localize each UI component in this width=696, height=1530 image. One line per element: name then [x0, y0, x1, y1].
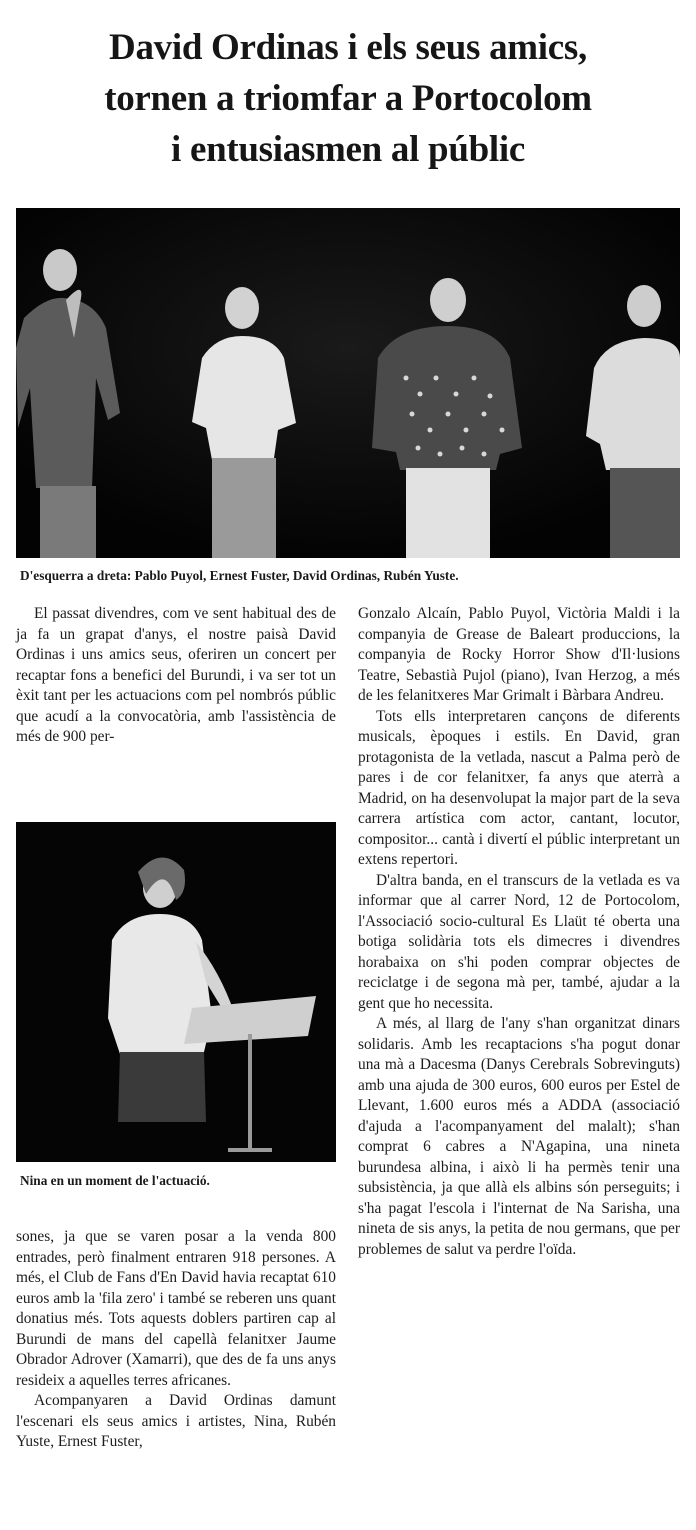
paragraph: sones, ja que se varen posar a la venda 800 entrades, però finalment entraren 918 persones. A més, el Club de Fans d'En David havia recaptat 610 euros amb la 'fila zero' i també se reberen uns quant donatius més. Tots aquests doblers partiren cap al Burundi de mans del capellà felanitxer Jaume Obrador Adrover (Xamarri), que des de fa uns anys resideix a aquelles terres africanes. [16, 1228, 336, 1389]
paragraph: Tots ells interpretaren cançons de diferents musicals, èpoques i estils. En David, gran protagonista de la vetlada, nascut a Palma però de pares i de cor felanitxer, fa anys que aterrà a Madrid, on ha desenvolupat la major part de la seva carrera artística com actor, cantant, locutor, compositor... cantà i divertí el públic interpretant un extens repertori. [358, 707, 680, 868]
paragraph: El passat divendres, com ve sent habitual des de ja fa un grapat d'anys, el nostre paisà David Ordinas i uns amics seus, oferiren un concert per recaptar fons a benefici del Burundi, i va ser tot un èxit tant per les actuacions com pel nombrós públic que acudí a la convocatòria, amb l'assistència de més de 900 per- [16, 605, 336, 745]
column-left-bottom [16, 1227, 336, 1453]
column-right [358, 604, 680, 1260]
headline-line-1: David Ordinas i els seus amics, [109, 27, 587, 68]
photo-side-nina [16, 822, 336, 1162]
photo-side-caption: Nina en un moment de l'actuació. [20, 1173, 210, 1188]
column-left-top [16, 604, 336, 748]
headline-line-2: tornen a triomfar a Portocolom [104, 78, 592, 119]
photo-top-caption: D'esquerra a dreta: Pablo Puyol, Ernest Fuster, David Ordinas, Rubén Yuste. [20, 568, 459, 583]
photo-top-performers [16, 208, 680, 558]
paragraph: Acompanyaren a David Ordinas damunt l'escenari els seus amics i artistes, Nina, Rubén Yuste, Ernest Fuster, [16, 1392, 336, 1450]
headline [0, 22, 696, 175]
paragraph: D'altra banda, en el transcurs de la vetlada es va informar que al carrer Nord, 12 de Portocolom, l'Associació socio-cultural Es Llaüt té oberta una botiga solidària tots els dimecres i divendres horabaixa on s'hi poden comprar objectes de reciclatge i de segona mà per, també, ajudar a la gent que ho necessita. [358, 871, 680, 1012]
paragraph: A més, al llarg de l'any s'han organitzat dinars solidaris. Amb les recaptacions s'ha pogut donar una mà a Dacesma (Danys Cerebrals Sobrevinguts) amb una ajuda de 300 euros, 600 euros per Estel de Llevant, 1.600 euros més a ADDA (associació d'ajuda a l'acompanyament del malalt); s'han comprat 6 cabres a N'Agapina, una nineta burundesa albina, i això li ha permès tenir una subsistència, ja que allà els albins són perseguits; i s'ha pagat l'escola i l'internat de Na Sarisha, una nineta de sis anys, la petita de nou germans, que per problemes de salut va perdre l'oïda. [358, 1015, 680, 1258]
headline-line-3: i entusiasmen al públic [171, 129, 525, 170]
paragraph: Gonzalo Alcaín, Pablo Puyol, Victòria Maldi i la companyia de Grease de Baleart produccions, la companyia de Rocky Horror Show d'Il·lusions Teatre, Sebastià Pujol (piano), Ivan Herzog, a més de les felanitxeres Mar Grimalt i Bàrbara Andreu. [358, 605, 680, 704]
